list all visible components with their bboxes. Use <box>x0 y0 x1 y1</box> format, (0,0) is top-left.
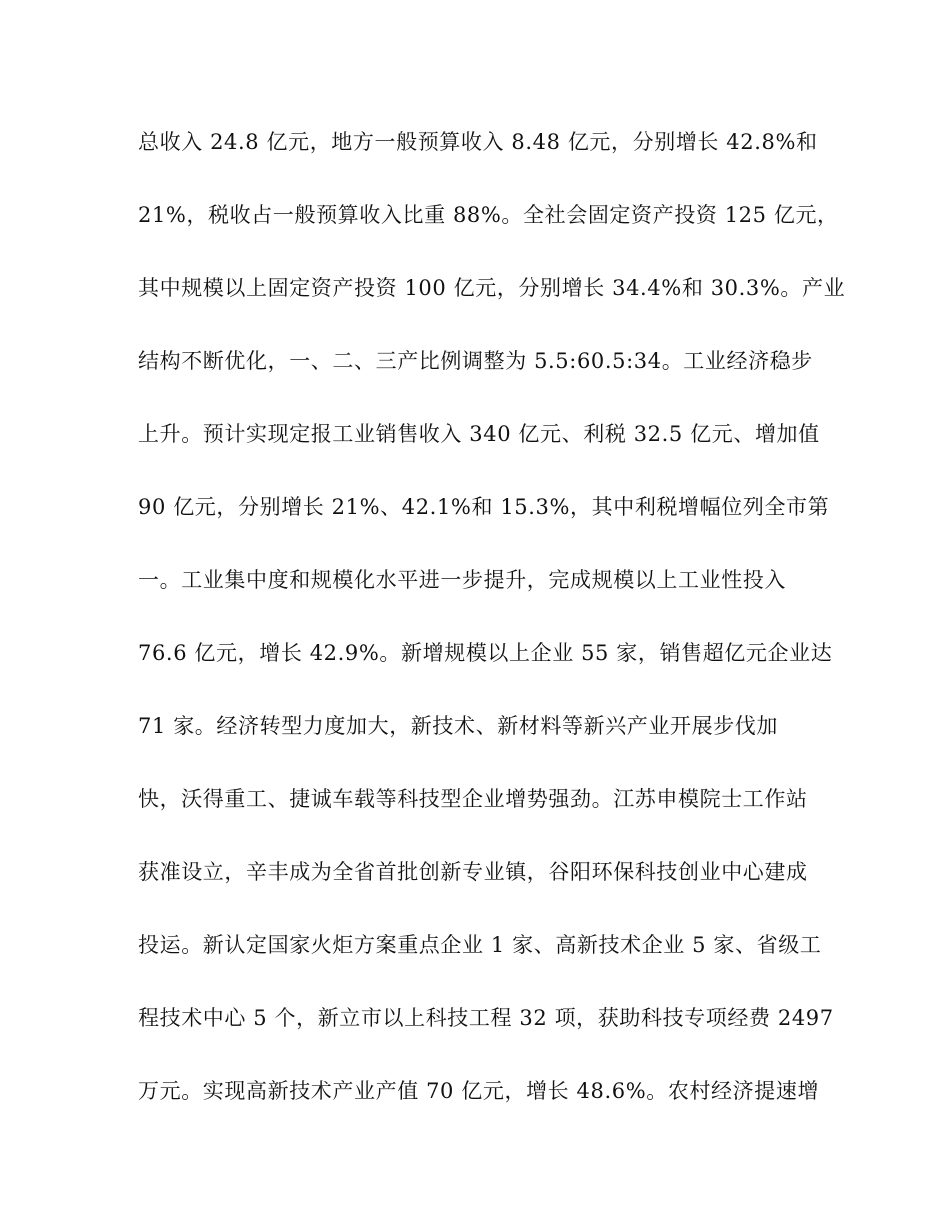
text-line-6: 90 亿元，分别增长 21%、42.1%和 15.3%，其中利税增幅位列全市第 <box>138 495 830 519</box>
text-line-10: 快，沃得重工、捷诚车载等科技型企业增势强劲。江苏申模院士工作站 <box>138 787 808 811</box>
text-line-13: 程技术中心 5 个，新立市以上科技工程 32 项，获助科技专项经费 2497 <box>138 1006 834 1030</box>
text-line-8: 76.6 亿元，增长 42.9%。新增规模以上企业 55 家，销售超亿元企业达 <box>138 641 833 665</box>
text-line-14: 万元。实现高新技术产业产值 70 亿元，增长 48.6%。农村经济提速增 <box>138 1079 820 1103</box>
text-line-5: 上升。预计实现定报工业销售收入 340 亿元、利税 32.5 亿元、增加值 <box>138 422 820 446</box>
text-line-11: 获准设立，辛丰成为全省首批创新专业镇，谷阳环保科技创业中心建成 <box>138 860 808 884</box>
text-line-12: 投运。新认定国家火炬方案重点企业 1 家、高新技术企业 5 家、省级工 <box>138 933 822 957</box>
text-line-4: 结构不断优化，一、二、三产比例调整为 5.5:60.5:34。工业经济稳步 <box>138 349 813 373</box>
text-line-7: 一。工业集中度和规模化水平进一步提升，完成规模以上工业性投入 <box>138 568 786 592</box>
text-line-1: 总收入 24.8 亿元，地方一般预算收入 8.48 亿元，分别增长 42.8%和 <box>138 130 818 154</box>
text-line-2: 21%，税收占一般预算收入比重 88%。全社会固定资产投资 125 亿元， <box>138 203 839 227</box>
text-line-3: 其中规模以上固定资产投资 100 亿元，分别增长 34.4%和 30.3%。产业 <box>138 276 846 300</box>
text-line-9: 71 家。经济转型力度加大，新技术、新材料等新兴产业开展步伐加 <box>138 714 778 738</box>
